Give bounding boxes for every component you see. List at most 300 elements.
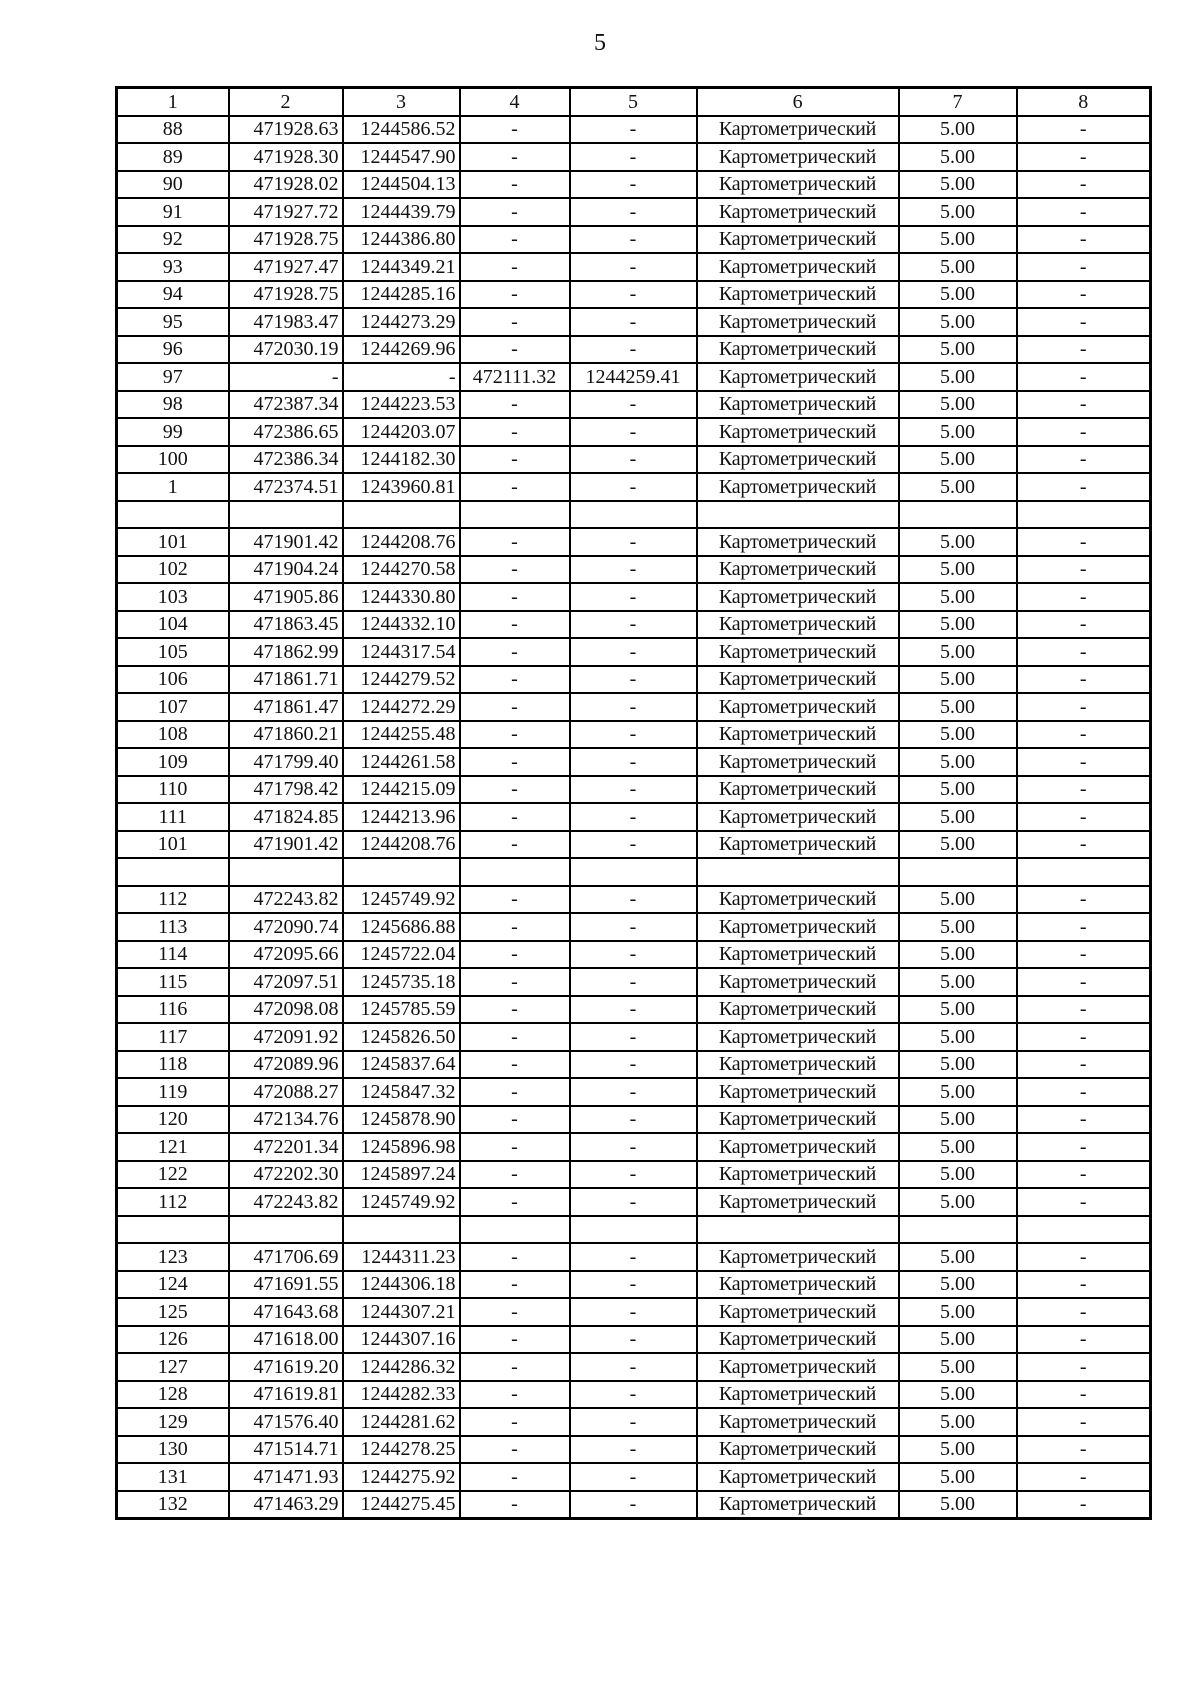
table-cell-col-8: - xyxy=(1017,171,1151,199)
table-row xyxy=(117,418,1151,446)
table-cell-col-5: - xyxy=(570,1023,697,1051)
table-cell-col-4: - xyxy=(460,171,570,199)
table-cell-col-3: - xyxy=(343,363,460,391)
table-cell-col-2 xyxy=(229,501,343,529)
table-cell-col-7: 5.00 xyxy=(899,281,1017,309)
table-cell-col-1: 96 xyxy=(117,336,229,364)
table-cell-col-1: 113 xyxy=(117,913,229,941)
table-cell-col-4: - xyxy=(460,1188,570,1216)
table-cell-col-5: - xyxy=(570,941,697,969)
table-row xyxy=(117,583,1151,611)
table-cell-col-7: 5.00 xyxy=(899,996,1017,1024)
table-cell-col-6: Картометрический xyxy=(697,391,899,419)
table-cell-col-7: 5.00 xyxy=(899,638,1017,666)
table-cell-col-3: 1244332.10 xyxy=(343,611,460,639)
table-cell-col-8: - xyxy=(1017,336,1151,364)
table-cell-col-7: 5.00 xyxy=(899,583,1017,611)
table-cell-col-3 xyxy=(343,858,460,886)
table-cell-col-8: - xyxy=(1017,418,1151,446)
table-cell-col-8: - xyxy=(1017,253,1151,281)
table-cell-col-5: - xyxy=(570,666,697,694)
table-cell-col-6: Картометрический xyxy=(697,583,899,611)
table-cell-col-1: 128 xyxy=(117,1381,229,1409)
table-cell-col-8 xyxy=(1017,858,1151,886)
table-cell-col-1 xyxy=(117,1216,229,1244)
table-cell-col-2: 471798.42 xyxy=(229,776,343,804)
table-cell-col-3: 1244275.45 xyxy=(343,1491,460,1519)
table-row xyxy=(117,638,1151,666)
table-cell-col-4: - xyxy=(460,1271,570,1299)
table-cell-col-6: Картометрический xyxy=(697,1491,899,1519)
table-row xyxy=(117,226,1151,254)
table-cell-col-2: 471863.45 xyxy=(229,611,343,639)
table-cell-col-5: - xyxy=(570,638,697,666)
table-cell-col-8: - xyxy=(1017,446,1151,474)
table-cell-col-7: 5.00 xyxy=(899,831,1017,859)
table-cell-col-7: 5.00 xyxy=(899,143,1017,171)
table-cell-col-4: - xyxy=(460,1408,570,1436)
table-cell-col-5: - xyxy=(570,336,697,364)
table-cell-col-8 xyxy=(1017,501,1151,529)
table-cell-col-3: 1244285.16 xyxy=(343,281,460,309)
table-cell-col-4: - xyxy=(460,1381,570,1409)
table-cell-col-3: 1244282.33 xyxy=(343,1381,460,1409)
table-cell-col-7: 5.00 xyxy=(899,968,1017,996)
table-cell-col-7: 5.00 xyxy=(899,1326,1017,1354)
table-cell-col-5: - xyxy=(570,886,697,914)
table-row xyxy=(117,1216,1151,1244)
table-cell-col-3: 1244279.52 xyxy=(343,666,460,694)
table-row xyxy=(117,941,1151,969)
table-cell-col-2: 472243.82 xyxy=(229,1188,343,1216)
table-cell-col-1: 92 xyxy=(117,226,229,254)
table-cell-col-3: 1245686.88 xyxy=(343,913,460,941)
table-cell-col-6: Картометрический xyxy=(697,748,899,776)
table-cell-col-1: 98 xyxy=(117,391,229,419)
table-row xyxy=(117,1243,1151,1271)
table-cell-col-7: 5.00 xyxy=(899,336,1017,364)
table-cell-col-4: - xyxy=(460,1298,570,1326)
table-cell-col-7: 5.00 xyxy=(899,171,1017,199)
table-cell-col-6: Картометрический xyxy=(697,556,899,584)
table-row xyxy=(117,281,1151,309)
table-cell-col-3 xyxy=(343,501,460,529)
table-cell-col-1: 103 xyxy=(117,583,229,611)
table-cell-col-8: - xyxy=(1017,116,1151,144)
table-cell-col-7: 5.00 xyxy=(899,1243,1017,1271)
table-cell-col-5: - xyxy=(570,968,697,996)
table-row xyxy=(117,336,1151,364)
table-cell-col-6: Картометрический xyxy=(697,693,899,721)
table-cell-col-6: Картометрический xyxy=(697,1271,899,1299)
table-cell-col-4: - xyxy=(460,803,570,831)
table-cell-col-1: 90 xyxy=(117,171,229,199)
table-cell-col-3 xyxy=(343,1216,460,1244)
table-cell-col-8: - xyxy=(1017,1326,1151,1354)
table-cell-col-5: - xyxy=(570,996,697,1024)
table-cell-col-7 xyxy=(899,858,1017,886)
table-cell-col-5: - xyxy=(570,611,697,639)
table-cell-col-4 xyxy=(460,1216,570,1244)
table-cell-col-2: 471861.71 xyxy=(229,666,343,694)
table-cell-col-6: Картометрический xyxy=(697,1106,899,1134)
table-cell-col-7: 5.00 xyxy=(899,721,1017,749)
table-cell-col-4: - xyxy=(460,1353,570,1381)
table-cell-col-2: 472134.76 xyxy=(229,1106,343,1134)
table-row xyxy=(117,776,1151,804)
table-row xyxy=(117,666,1151,694)
table-cell-col-8: - xyxy=(1017,1463,1151,1491)
table-cell-col-8: - xyxy=(1017,226,1151,254)
table-cell-col-5: - xyxy=(570,391,697,419)
table-cell-col-2: 472090.74 xyxy=(229,913,343,941)
table-cell-col-2: 472098.08 xyxy=(229,996,343,1024)
table-cell-col-5 xyxy=(570,1216,697,1244)
table-cell-col-1: 121 xyxy=(117,1133,229,1161)
table-cell-col-7: 5.00 xyxy=(899,1353,1017,1381)
table-cell-col-7: 5.00 xyxy=(899,1436,1017,1464)
table-cell-col-8: - xyxy=(1017,693,1151,721)
table-cell-col-2: 472374.51 xyxy=(229,473,343,501)
table-row xyxy=(117,1353,1151,1381)
table-cell-col-1: 106 xyxy=(117,666,229,694)
table-cell-col-3: 1244182.30 xyxy=(343,446,460,474)
table-cell-col-4: - xyxy=(460,336,570,364)
table-row xyxy=(117,1188,1151,1216)
table-cell-col-7: 5.00 xyxy=(899,473,1017,501)
table-cell-col-2: 471901.42 xyxy=(229,528,343,556)
table-cell-col-4: - xyxy=(460,1463,570,1491)
table-cell-col-4: - xyxy=(460,583,570,611)
table-cell-col-4 xyxy=(460,501,570,529)
table-cell-col-4: - xyxy=(460,226,570,254)
table-cell-col-6: Картометрический xyxy=(697,1436,899,1464)
table-cell-col-3: 1244278.25 xyxy=(343,1436,460,1464)
table-row xyxy=(117,1133,1151,1161)
table-cell-col-4: - xyxy=(460,831,570,859)
table-cell-col-3: 1245735.18 xyxy=(343,968,460,996)
table-cell-col-2: 471576.40 xyxy=(229,1408,343,1436)
table-cell-col-4: - xyxy=(460,143,570,171)
table-cell-col-6: Картометрический xyxy=(697,1188,899,1216)
table-cell-col-4: - xyxy=(460,776,570,804)
table-cell-col-4: - xyxy=(460,418,570,446)
table-cell-col-8: - xyxy=(1017,1298,1151,1326)
table-cell-col-1: 120 xyxy=(117,1106,229,1134)
table-cell-col-3: 1245837.64 xyxy=(343,1051,460,1079)
table-cell-col-4: - xyxy=(460,1078,570,1106)
page-number: 5 xyxy=(594,30,606,56)
table-cell-col-8: - xyxy=(1017,611,1151,639)
table-cell-col-8: - xyxy=(1017,391,1151,419)
table-cell-col-5: - xyxy=(570,583,697,611)
table-row xyxy=(117,803,1151,831)
table-row xyxy=(117,886,1151,914)
table-cell-col-2: 471471.93 xyxy=(229,1463,343,1491)
table-cell-col-5: - xyxy=(570,1051,697,1079)
table-cell-col-5: - xyxy=(570,776,697,804)
table-cell-col-7: 5.00 xyxy=(899,693,1017,721)
table-row xyxy=(117,1298,1151,1326)
table-cell-col-6: Картометрический xyxy=(697,143,899,171)
table-cell-col-2: 471824.85 xyxy=(229,803,343,831)
table-cell-col-4: - xyxy=(460,556,570,584)
table-cell-col-5: 1244259.41 xyxy=(570,363,697,391)
table-cell-col-6 xyxy=(697,1216,899,1244)
table-cell-col-7: 5.00 xyxy=(899,1023,1017,1051)
table-cell-col-2: 471928.63 xyxy=(229,116,343,144)
table-cell-col-3: 1244273.29 xyxy=(343,308,460,336)
table-cell-col-1: 122 xyxy=(117,1161,229,1189)
table-cell-col-1: 107 xyxy=(117,693,229,721)
table-cell-col-8: - xyxy=(1017,583,1151,611)
table-cell-col-8: - xyxy=(1017,996,1151,1024)
table-cell-col-7 xyxy=(899,501,1017,529)
table-cell-col-6: Картометрический xyxy=(697,1133,899,1161)
table-cell-col-4: - xyxy=(460,473,570,501)
table-cell-col-8: - xyxy=(1017,1271,1151,1299)
table-cell-col-3: 1244547.90 xyxy=(343,143,460,171)
table-cell-col-1 xyxy=(117,501,229,529)
table-cell-col-6: Картометрический xyxy=(697,171,899,199)
table-cell-col-4: - xyxy=(460,886,570,914)
table-cell-col-7: 5.00 xyxy=(899,418,1017,446)
table-cell-col-5: - xyxy=(570,556,697,584)
table-row xyxy=(117,391,1151,419)
table-cell-col-6 xyxy=(697,501,899,529)
table-cell-col-7: 5.00 xyxy=(899,1298,1017,1326)
table-cell-col-4: - xyxy=(460,1133,570,1161)
column-header-8: 8 xyxy=(1017,88,1151,116)
table-cell-col-4: - xyxy=(460,693,570,721)
table-cell-col-7: 5.00 xyxy=(899,116,1017,144)
coordinates-table xyxy=(115,86,1152,1520)
table-cell-col-3: 1244223.53 xyxy=(343,391,460,419)
table-cell-col-2: 471643.68 xyxy=(229,1298,343,1326)
column-header-6: 6 xyxy=(697,88,899,116)
table-cell-col-4: - xyxy=(460,638,570,666)
table-cell-col-5 xyxy=(570,501,697,529)
table-cell-col-6: Картометрический xyxy=(697,198,899,226)
table-cell-col-3: 1245785.59 xyxy=(343,996,460,1024)
table-cell-col-2: 472243.82 xyxy=(229,886,343,914)
table-row xyxy=(117,721,1151,749)
table-cell-col-1: 132 xyxy=(117,1491,229,1519)
table-row xyxy=(117,198,1151,226)
table-cell-col-2: 471904.24 xyxy=(229,556,343,584)
table-cell-col-8: - xyxy=(1017,1353,1151,1381)
column-header-5: 5 xyxy=(570,88,697,116)
table-row xyxy=(117,748,1151,776)
table-cell-col-5: - xyxy=(570,528,697,556)
table-cell-col-3: 1244272.29 xyxy=(343,693,460,721)
table-cell-col-7: 5.00 xyxy=(899,776,1017,804)
table-cell-col-3: 1244213.96 xyxy=(343,803,460,831)
table-cell-col-2: 472386.34 xyxy=(229,446,343,474)
table-cell-col-8: - xyxy=(1017,1133,1151,1161)
table-cell-col-1: 112 xyxy=(117,1188,229,1216)
table-cell-col-6: Картометрический xyxy=(697,721,899,749)
table-cell-col-7: 5.00 xyxy=(899,1188,1017,1216)
table-cell-col-2: 472201.34 xyxy=(229,1133,343,1161)
table-cell-col-1: 130 xyxy=(117,1436,229,1464)
table-cell-col-4: - xyxy=(460,941,570,969)
table-cell-col-8: - xyxy=(1017,831,1151,859)
table-cell-col-5: - xyxy=(570,1161,697,1189)
table-cell-col-4: - xyxy=(460,198,570,226)
table-cell-col-3: 1245878.90 xyxy=(343,1106,460,1134)
table-row xyxy=(117,1023,1151,1051)
table-cell-col-4: - xyxy=(460,253,570,281)
table-cell-col-5: - xyxy=(570,1326,697,1354)
table-cell-col-3: 1244586.52 xyxy=(343,116,460,144)
table-cell-col-3: 1244307.21 xyxy=(343,1298,460,1326)
table-cell-col-4: - xyxy=(460,968,570,996)
table-cell-col-5: - xyxy=(570,253,697,281)
table-cell-col-6: Картометрический xyxy=(697,1023,899,1051)
table-cell-col-7: 5.00 xyxy=(899,1106,1017,1134)
table-cell-col-6: Картометрический xyxy=(697,1078,899,1106)
table-cell-col-7: 5.00 xyxy=(899,1078,1017,1106)
table-cell-col-5: - xyxy=(570,281,697,309)
table-cell-col-2: 471463.29 xyxy=(229,1491,343,1519)
table-cell-col-1: 114 xyxy=(117,941,229,969)
table-cell-col-4: - xyxy=(460,1051,570,1079)
table-cell-col-8: - xyxy=(1017,1188,1151,1216)
table-cell-col-4 xyxy=(460,858,570,886)
table-cell-col-4: - xyxy=(460,308,570,336)
table-row xyxy=(117,143,1151,171)
table-row xyxy=(117,996,1151,1024)
table-cell-col-4: - xyxy=(460,748,570,776)
column-header-3: 3 xyxy=(343,88,460,116)
table-cell-col-3: 1243960.81 xyxy=(343,473,460,501)
table-cell-col-8: - xyxy=(1017,968,1151,996)
table-row xyxy=(117,1161,1151,1189)
table-cell-col-2: 471618.00 xyxy=(229,1326,343,1354)
table-cell-col-8: - xyxy=(1017,1023,1151,1051)
table-cell-col-3: 1244255.48 xyxy=(343,721,460,749)
table-cell-col-7: 5.00 xyxy=(899,363,1017,391)
table-cell-col-3: 1244286.32 xyxy=(343,1353,460,1381)
table-cell-col-7: 5.00 xyxy=(899,528,1017,556)
table-cell-col-1 xyxy=(117,858,229,886)
table-cell-col-6: Картометрический xyxy=(697,1463,899,1491)
table-cell-col-7: 5.00 xyxy=(899,1161,1017,1189)
table-cell-col-8: - xyxy=(1017,941,1151,969)
table-row xyxy=(117,831,1151,859)
table-cell-col-8: - xyxy=(1017,803,1151,831)
table-cell-col-8: - xyxy=(1017,886,1151,914)
table-row xyxy=(117,611,1151,639)
table-cell-col-4: - xyxy=(460,666,570,694)
table-cell-col-1: 118 xyxy=(117,1051,229,1079)
table-cell-col-3: 1244261.58 xyxy=(343,748,460,776)
table-cell-col-6: Картометрический xyxy=(697,473,899,501)
table-cell-col-3: 1245897.24 xyxy=(343,1161,460,1189)
table-cell-col-6: Картометрический xyxy=(697,308,899,336)
table-cell-col-6: Картометрический xyxy=(697,226,899,254)
table-cell-col-5: - xyxy=(570,143,697,171)
table-cell-col-2: 472386.65 xyxy=(229,418,343,446)
table-cell-col-5: - xyxy=(570,418,697,446)
table-cell-col-6: Картометрический xyxy=(697,116,899,144)
table-cell-col-6: Картометрический xyxy=(697,968,899,996)
table-cell-col-8: - xyxy=(1017,1161,1151,1189)
column-header-4: 4 xyxy=(460,88,570,116)
table-cell-col-7 xyxy=(899,1216,1017,1244)
table-cell-col-5: - xyxy=(570,1491,697,1519)
table-cell-col-2: 471928.75 xyxy=(229,226,343,254)
table-cell-col-2: 472387.34 xyxy=(229,391,343,419)
table-cell-col-6: Картометрический xyxy=(697,638,899,666)
table-cell-col-4: - xyxy=(460,1491,570,1519)
table-cell-col-6: Картометрический xyxy=(697,528,899,556)
table-cell-col-5: - xyxy=(570,721,697,749)
table-cell-col-8: - xyxy=(1017,1106,1151,1134)
table-cell-col-2: 471619.20 xyxy=(229,1353,343,1381)
table-cell-col-1: 119 xyxy=(117,1078,229,1106)
table-cell-col-1: 101 xyxy=(117,528,229,556)
table-cell-col-2: 471799.40 xyxy=(229,748,343,776)
table-row xyxy=(117,116,1151,144)
table-cell-col-6: Картометрический xyxy=(697,1381,899,1409)
table-cell-col-1: 93 xyxy=(117,253,229,281)
table-row xyxy=(117,1381,1151,1409)
table-cell-col-7: 5.00 xyxy=(899,391,1017,419)
table-cell-col-4: - xyxy=(460,528,570,556)
table-cell-col-8: - xyxy=(1017,528,1151,556)
table-cell-col-1: 111 xyxy=(117,803,229,831)
table-cell-col-6: Картометрический xyxy=(697,913,899,941)
table-cell-col-5: - xyxy=(570,171,697,199)
table-row xyxy=(117,528,1151,556)
table-cell-col-1: 126 xyxy=(117,1326,229,1354)
table-cell-col-7: 5.00 xyxy=(899,1381,1017,1409)
table-cell-col-5: - xyxy=(570,1133,697,1161)
table-cell-col-1: 124 xyxy=(117,1271,229,1299)
table-cell-col-6: Картометрический xyxy=(697,1161,899,1189)
table-cell-col-4: - xyxy=(460,913,570,941)
table-cell-col-5: - xyxy=(570,198,697,226)
table-cell-col-5: - xyxy=(570,1106,697,1134)
table-row xyxy=(117,1078,1151,1106)
table-cell-col-8: - xyxy=(1017,776,1151,804)
table-cell-col-6: Картометрический xyxy=(697,611,899,639)
table-cell-col-8: - xyxy=(1017,721,1151,749)
table-cell-col-8: - xyxy=(1017,748,1151,776)
table-cell-col-7: 5.00 xyxy=(899,748,1017,776)
table-row xyxy=(117,1463,1151,1491)
column-header-1: 1 xyxy=(117,88,229,116)
table-cell-col-3: 1244311.23 xyxy=(343,1243,460,1271)
table-cell-col-1: 125 xyxy=(117,1298,229,1326)
table-cell-col-3: 1244208.76 xyxy=(343,831,460,859)
table-cell-col-5: - xyxy=(570,308,697,336)
table-cell-col-6: Картометрический xyxy=(697,446,899,474)
table-cell-col-2: 471928.30 xyxy=(229,143,343,171)
table-cell-col-3: 1245722.04 xyxy=(343,941,460,969)
table-row xyxy=(117,473,1151,501)
table-cell-col-8: - xyxy=(1017,1436,1151,1464)
table-cell-col-1: 127 xyxy=(117,1353,229,1381)
table-cell-col-5: - xyxy=(570,1188,697,1216)
table-cell-col-7: 5.00 xyxy=(899,886,1017,914)
table-cell-col-7: 5.00 xyxy=(899,198,1017,226)
table-cell-col-4: - xyxy=(460,1161,570,1189)
table-cell-col-8: - xyxy=(1017,638,1151,666)
table-cell-col-8 xyxy=(1017,1216,1151,1244)
